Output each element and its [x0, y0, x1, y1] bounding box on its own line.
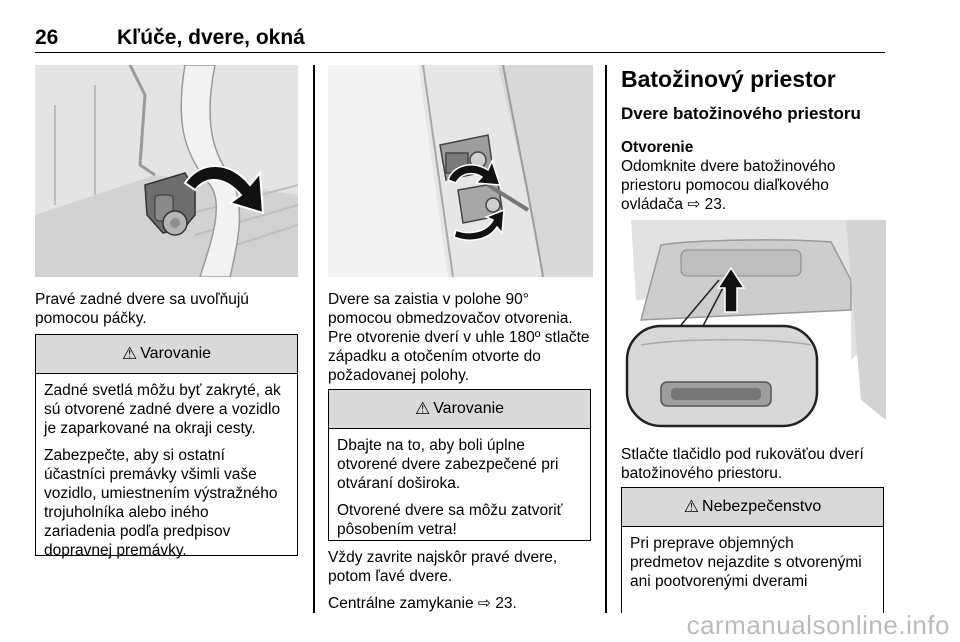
col2-text: [328, 290, 600, 385]
warning-text-line: je zaparkované na okraji cesty.: [44, 420, 256, 437]
text-line: požadovanej polohy.: [328, 367, 470, 384]
warning-text-line: pôsobením vetra!: [337, 521, 457, 538]
col3-caption: [621, 445, 893, 483]
section-heading: Batožinový priestor: [621, 66, 836, 92]
warning-triangle-icon: ⚠: [121, 344, 138, 363]
warning-text-line: sú otvorené zadné dvere a vozidlo: [44, 401, 281, 418]
opening-heading: Otvorenie: [621, 139, 694, 156]
central-locking-link[interactable]: Centrálne zamykanie: [328, 595, 474, 612]
col2-after-text: [328, 548, 600, 613]
warning-box: [35, 334, 298, 559]
page-reference[interactable]: 23.: [704, 196, 727, 213]
column-divider-2: [605, 65, 607, 613]
warning-header: [329, 390, 590, 429]
text-line: západku a otočením otvorte do: [328, 348, 541, 365]
text-line: Pre otvorenie dverí v uhle 180º stlačte: [328, 329, 590, 346]
page-reference-icon: ⇨: [477, 595, 491, 612]
section-title: Kľúče, dvere, okná: [117, 26, 305, 49]
warning-text-line: zariadenia podľa predpisov: [44, 523, 231, 540]
danger-header: [622, 488, 883, 527]
warning-header: [36, 335, 297, 374]
caption-line: pomocou páčky.: [35, 310, 147, 327]
column-divider-1: [313, 65, 315, 613]
text-line: potom ľavé dvere.: [328, 568, 453, 585]
text-line: priestoru pomocou diaľkového: [621, 177, 829, 194]
danger-text-line: Pri preprave objemných: [630, 535, 794, 552]
danger-box: [621, 487, 884, 613]
tailgate-button-illustration: [621, 220, 886, 432]
text-line: Odomknite dvere batožinového: [621, 158, 836, 175]
warning-title: Varovanie: [433, 400, 505, 417]
text-line: Stlačte tlačidlo pod rukoväťou dverí: [621, 446, 864, 463]
warning-text-line: účastníci premávky všimli vaše: [44, 466, 257, 483]
danger-title: Nebezpečenstvo: [702, 498, 822, 515]
page-number: 26: [35, 26, 59, 49]
warning-title: Varovanie: [140, 345, 212, 362]
watermark: carmanualsonline.info: [686, 610, 950, 640]
warning-text-line: dopravnej premávky.: [44, 542, 187, 559]
warning-triangle-icon: ⚠: [683, 497, 700, 516]
text-line: ovládača: [621, 196, 684, 213]
warning-box: [328, 389, 591, 541]
door-check-strap-illustration: [328, 65, 593, 277]
page-header: [35, 22, 885, 53]
text-line: Vždy zavrite najskôr pravé dvere,: [328, 549, 558, 566]
col3-intro: [621, 138, 891, 214]
warning-text-line: otváraní doširoka.: [337, 475, 461, 492]
text-line: pomocou obmedzovačov otvorenia.: [328, 310, 573, 327]
page-reference[interactable]: 23.: [495, 595, 517, 612]
danger-text-line: ani pootvorenými dverami: [630, 573, 808, 590]
warning-triangle-icon: ⚠: [414, 399, 431, 418]
warning-text-line: Dbajte na to, aby boli úplne: [337, 437, 525, 454]
warning-text-line: vozidlo, umiestnením výstražného: [44, 485, 278, 502]
warning-text-line: otvorené dvere zabezpečené pri: [337, 456, 559, 473]
text-line: batožinového priestoru.: [621, 465, 783, 482]
col1-caption: [35, 290, 305, 328]
warning-text-line: trojuholníka alebo iného: [44, 504, 209, 521]
danger-text-line: predmetov nejazdite s otvorenými: [630, 554, 862, 571]
warning-text-line: Otvorené dvere sa môžu zatvoriť: [337, 502, 563, 519]
page-reference-icon: ⇨: [687, 196, 701, 213]
warning-text-line: Zabezpečte, aby si ostatní: [44, 447, 225, 464]
rear-door-lever-illustration: [35, 65, 298, 277]
text-line: Dvere sa zaistia v polohe 90°: [328, 291, 529, 308]
caption-line: Pravé zadné dvere sa uvoľňujú: [35, 291, 249, 308]
warning-text-line: Zadné svetlá môžu byť zakryté, ak: [44, 382, 281, 399]
subsection-heading: Dvere batožinového priestoru: [621, 104, 861, 123]
